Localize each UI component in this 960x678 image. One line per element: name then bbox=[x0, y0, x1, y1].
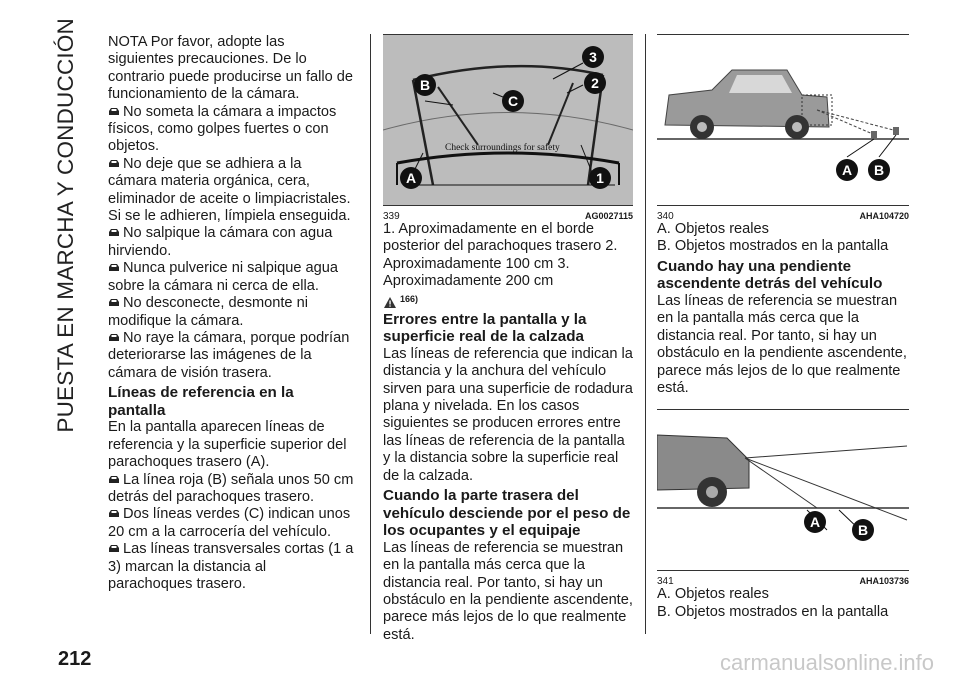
car-bullet-icon bbox=[108, 508, 120, 519]
label-A bbox=[804, 511, 826, 533]
figure-number: 339 bbox=[383, 211, 400, 222]
svg-text:B: B bbox=[857, 522, 869, 539]
figure-legend: 1. Aproximadamente en el borde posterior del parachoques trasero 2. Aproximadamente 100 cm 3. Aproximadamente 200 cm bbox=[383, 221, 618, 290]
car-bullet-icon bbox=[108, 106, 120, 117]
figure-caption bbox=[383, 208, 633, 221]
svg-text:C: C bbox=[507, 93, 519, 109]
figure-number: 341 bbox=[657, 576, 674, 588]
label-1 bbox=[589, 167, 611, 189]
figure-number: 340 bbox=[657, 211, 674, 222]
figure-legend: A. Objetos reales bbox=[657, 586, 769, 603]
column-1 bbox=[108, 34, 354, 593]
svg-text:A: A bbox=[809, 514, 821, 531]
svg-text:3: 3 bbox=[589, 49, 597, 65]
figure-legend: A. Objetos reales bbox=[657, 221, 769, 237]
label-B bbox=[414, 74, 436, 96]
car-bullet-icon bbox=[108, 332, 120, 343]
label-C bbox=[502, 90, 524, 112]
label-3 bbox=[582, 46, 604, 68]
list-item: No deje que se adhiera a la cámara materia orgánica, cera, eliminador de aceite o limpiacristales. Si se le adhieren, límpiela enseguida. bbox=[108, 155, 351, 225]
list-item: No salpique la cámara con agua hirviendo. bbox=[108, 225, 333, 259]
section-title: PUESTA EN MARCHA Y CONDUCCIÓN bbox=[53, 18, 78, 433]
loaded-vehicle-illustration bbox=[657, 410, 909, 570]
warning-reference: 166) bbox=[383, 293, 633, 309]
figure-341 bbox=[657, 409, 909, 571]
label-2 bbox=[584, 72, 606, 94]
svg-text:B: B bbox=[419, 77, 431, 93]
label-B bbox=[868, 159, 890, 181]
page-number: 212 bbox=[58, 648, 92, 670]
svg-text:A: A bbox=[405, 170, 417, 186]
screen-message: Check surroundings for safety bbox=[445, 143, 560, 153]
warning-triangle-icon bbox=[383, 296, 397, 309]
label-A bbox=[400, 167, 422, 189]
rear-camera-screen-illustration bbox=[383, 35, 633, 205]
label-B bbox=[852, 519, 874, 541]
section-heading: Cuando hay una pendiente ascendente detrás del vehículo bbox=[657, 257, 883, 293]
figure-legend: B. Objetos mostrados en la pantalla bbox=[657, 238, 889, 255]
list-item: No desconecte, desmonte ni modifique la cámara. bbox=[108, 295, 308, 329]
figure-code: AHA103736 bbox=[859, 576, 909, 587]
figure-code: AG0027115 bbox=[584, 211, 633, 221]
section-sidebar bbox=[53, 18, 80, 460]
figure-code: AHA104720 bbox=[859, 211, 909, 221]
precaution-list bbox=[108, 104, 354, 383]
svg-text:1: 1 bbox=[596, 170, 604, 186]
paragraph: Las líneas de referencia que indican la distancia y la anchura del vehículo sirven para una superficie de rodadura plana y nivelada. En los casos siguientes se producen errores entre las líneas de referencia de la pantalla y la distancia sobre la superficie real de la calzada. bbox=[383, 345, 633, 484]
list-item: No raye la cámara, porque podrían deteriorarse las imágenes de la cámara de visión trasera. bbox=[108, 329, 350, 381]
column-3 bbox=[657, 34, 909, 621]
figure-340 bbox=[657, 34, 909, 206]
label-A bbox=[836, 159, 858, 181]
column-divider bbox=[645, 34, 646, 634]
paragraph: En la pantalla aparecen líneas de referencia y la superficie superior del parachoques trasero (A). bbox=[108, 419, 347, 471]
paragraph: Las líneas de referencia se muestran en la pantalla más cerca que la distancia real. Por tanto, si hay un obstáculo en la pendiente ascendente, parece más lejos de lo que realmente está. bbox=[657, 293, 907, 397]
figure-caption bbox=[657, 573, 909, 586]
section-heading: Líneas de referencia en la pantalla bbox=[108, 384, 294, 419]
figure-legend: B. Objetos mostrados en la pantalla bbox=[657, 603, 889, 620]
figure-339 bbox=[383, 34, 633, 206]
list-item: No someta la cámara a impactos físicos, como golpes fuertes o con objetos. bbox=[108, 103, 337, 155]
car-bullet-icon bbox=[108, 543, 120, 554]
reference-lines-list bbox=[108, 472, 354, 594]
list-item: Dos líneas verdes (C) indican unos 20 cm a la carrocería del vehículo. bbox=[108, 506, 351, 540]
figure-caption bbox=[657, 208, 909, 221]
svg-text:A: A bbox=[841, 162, 853, 178]
car-bullet-icon bbox=[108, 474, 120, 485]
column-divider bbox=[370, 34, 371, 634]
watermark: carmanualsonline.info bbox=[720, 650, 935, 675]
car-bullet-icon bbox=[108, 158, 120, 169]
section-heading: Errores entre la pantalla y la superficie real de la calzada bbox=[383, 310, 587, 346]
pickup-on-slope-illustration bbox=[657, 35, 909, 205]
svg-text:B: B bbox=[873, 162, 885, 178]
column-2 bbox=[383, 34, 633, 644]
note-paragraph: NOTA Por favor, adopte las siguientes precauciones. De lo contrario puede producirse un fallo de funcionamiento de la cámara. bbox=[108, 34, 354, 103]
paragraph: Las líneas de referencia se muestran en la pantalla más cerca que la distancia real. Por tanto, si hay un obstáculo en la pendiente ascendente, parece más lejos de lo que realmente está. bbox=[383, 539, 633, 643]
list-item: Nunca pulverice ni salpique agua sobre la cámara ni cerca de ella. bbox=[108, 260, 338, 294]
list-item: La línea roja (B) señala unos 50 cm detrás del parachoques trasero. bbox=[108, 471, 354, 505]
svg-text:2: 2 bbox=[591, 75, 599, 91]
section-heading: Cuando la parte trasera del vehículo desciende por el peso de los ocupantes y el equipaje bbox=[383, 487, 631, 540]
car-bullet-icon bbox=[108, 262, 120, 273]
car-bullet-icon bbox=[108, 297, 120, 308]
list-item: Las líneas transversales cortas (1 a 3) marcan la distancia al parachoques trasero. bbox=[108, 541, 354, 592]
car-bullet-icon bbox=[108, 227, 120, 238]
